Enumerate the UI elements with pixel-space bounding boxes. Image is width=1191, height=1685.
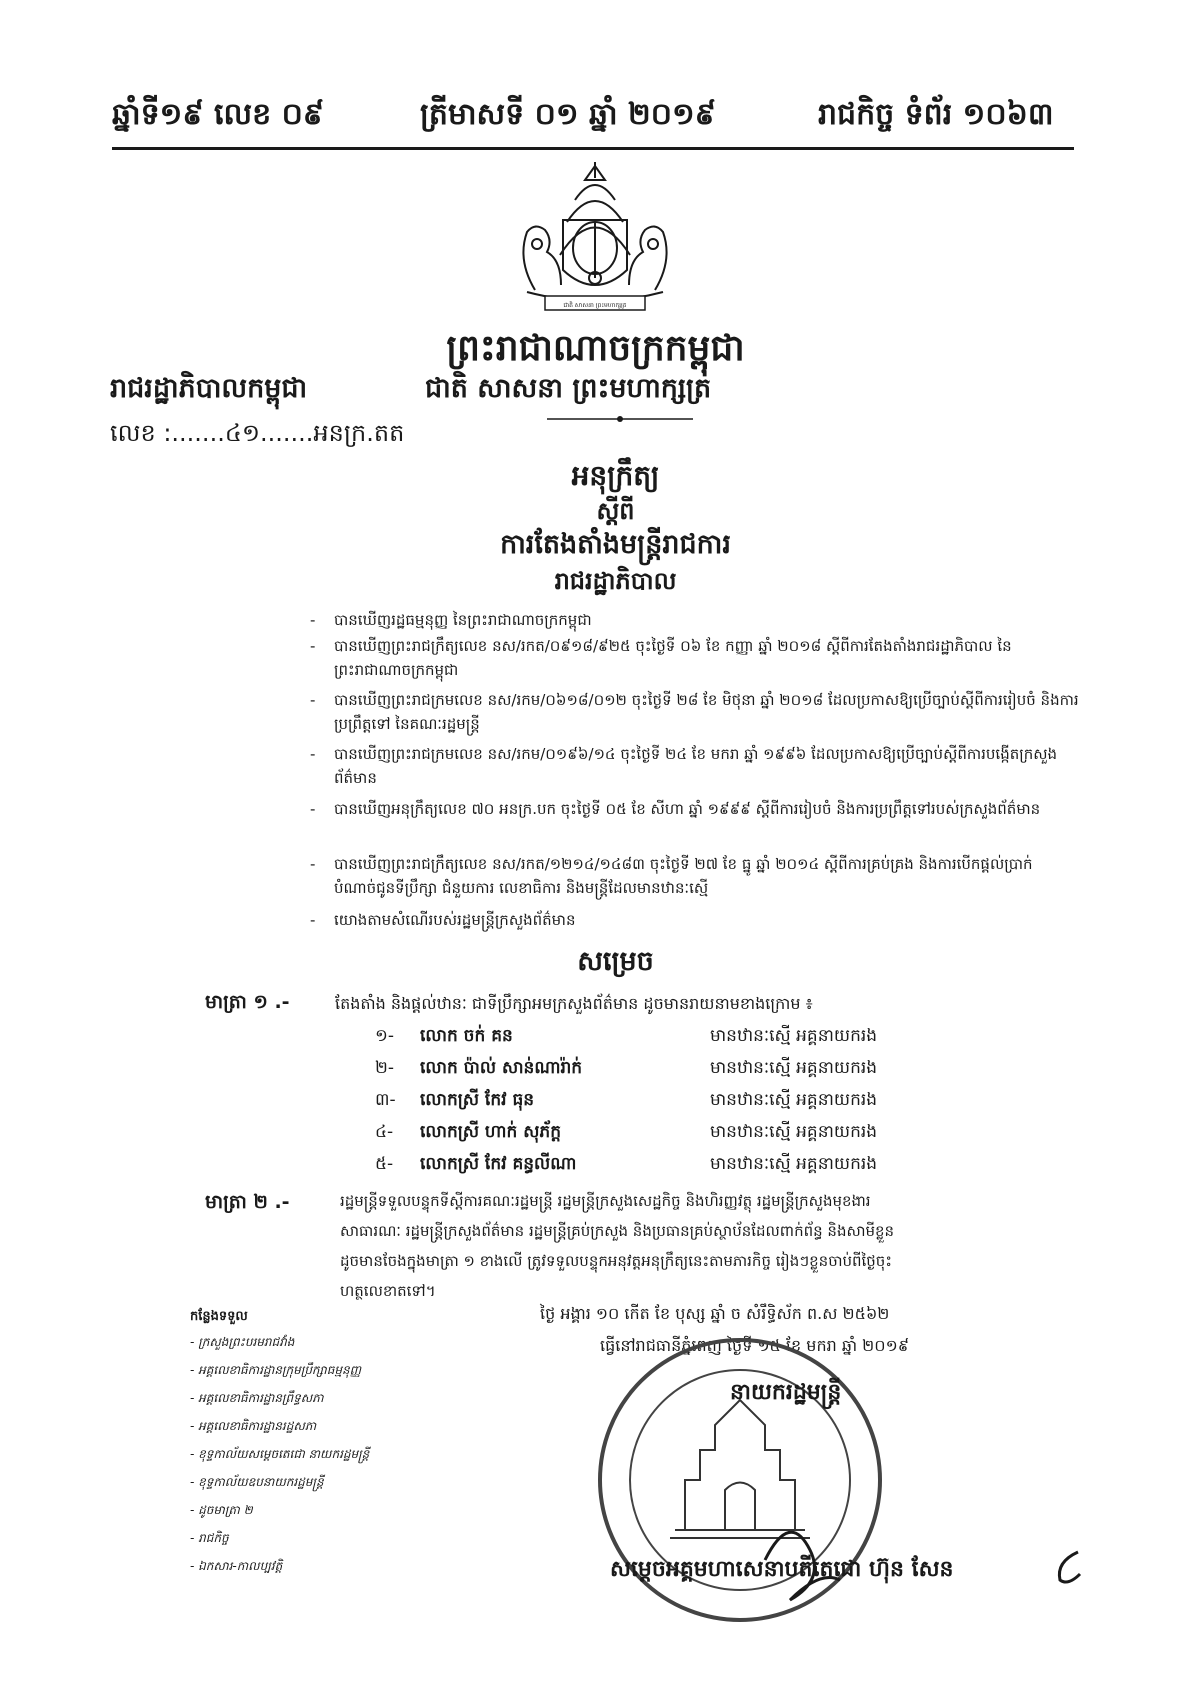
document-number: លេខ :.......៤១.......អនក្រ.តត [110,419,405,447]
solar-date: ធ្វើនៅរាជធានីភ្នំពេញ ថ្ងៃទី ១៥ ខែ មករា ឆ្នាំ ២០១៩ [600,1336,910,1355]
royal-coat-of-arms-emblem [505,160,685,318]
appointee-number: ១- [375,1026,395,1046]
article-2-line-4: ហត្ថលេខាតទៅ។ [340,1282,436,1300]
distribution-item: - អគ្គលេខាធិការដ្ឋានក្រុមប្រឹក្សាធម្មនុញ្ញ [190,1363,362,1377]
distribution-item: - ដូចមាត្រា ២ [190,1503,253,1517]
appointee-number: ៥- [375,1154,394,1174]
appointee-number: ៣- [375,1090,396,1110]
article-2-label: មាត្រា ២ .- [205,1191,290,1213]
lunar-date: ថ្ងៃ អង្គារ ១០ កើត ខែ បុស្ស ឆ្នាំ ច សំរឹទ្ធិស័ក ព.ស ២៥៦២ [540,1304,890,1323]
government-heading: រាជរដ្ឋាភិបាលកម្ពុជា [110,373,308,404]
article-1-text: តែងតាំង និងផ្តល់ឋានៈ ជាទីប្រឹក្សាអមក្រសួងព័ត៌មាន ដូចមានរាយនាមខាងក្រោម ៖ [335,994,813,1013]
article-1-label: មាត្រា ១ .- [205,991,290,1013]
signer-name: សម្តេចអគ្គមហាសេនាបតីតេជោ ហ៊ុន សែន [610,1557,954,1582]
signer-title: នាយករដ្ឋមន្ត្រី [730,1380,842,1405]
title-issuer: រាជរដ្ឋាភិបាល [554,567,677,595]
gazette-date: ត្រីមាសទី ០១ ឆ្នាំ ២០១៩ [420,97,716,132]
appointee-name: លោកស្រី កែវ ធុន [420,1090,535,1110]
distribution-item: - រាជកិច្ច [190,1531,229,1545]
appointee-name: លោកស្រី កែវ គន្ធលីណា [420,1154,577,1174]
article-2-line-1: រដ្ឋមន្ត្រីទទួលបន្ទុកទីស្តីការគណៈរដ្ឋមន្ត្រី រដ្ឋមន្ត្រីក្រសួងសេដ្ឋកិច្ច និងហិរញ្ញវត្ថុ រដ្ឋមន្ត្រីក្រសួងមុខងារ [340,1192,871,1210]
distribution-item: - ក្រសួងព្រះបរមរាជវាំង [190,1335,295,1349]
distribution-item: - ខុទ្ទកាល័យឧបនាយករដ្ឋមន្ត្រី [190,1475,324,1489]
appointee-number: ៤- [375,1122,394,1142]
header-rule [112,147,1074,150]
appointee-rank: មានឋានៈស្មើ អគ្គនាយករង [710,1090,878,1110]
distribution-item: - អគ្គលេខាធិការដ្ឋានរដ្ឋសភា [190,1419,317,1433]
article-2-line-2: សាធារណៈ រដ្ឋមន្ត្រីក្រសួងព័ត៌មាន រដ្ឋមន្ត្រីគ្រប់ក្រសួង និងប្រធានគ្រប់ស្ថាប័នដែលពាក់ព័ន្ធ និងសាមីខ្លួន [340,1222,895,1240]
appointee-rank: មានឋានៈស្មើ អគ្គនាយករង [710,1154,878,1174]
appointee-rank: មានឋានៈស្មើ អគ្គនាយករង [710,1122,878,1142]
distribution-item: - អគ្គលេខាធិការដ្ឋានព្រឹទ្ធសភា [190,1391,324,1405]
distribution-item: - ឯកសារ-កាលប្បវត្តិ [190,1559,283,1573]
title-on: ស្តីពី [596,497,635,525]
kingdom-heading: ព្រះរាជាណាចក្រកម្ពុជា [446,328,745,369]
distribution-item: - ខុទ្ទកាល័យសម្តេចតេជោ នាយករដ្ឋមន្ត្រី [190,1447,370,1461]
title-subject: ការតែងតាំងមន្ត្រីរាជការ [500,529,731,560]
ornamental-divider [545,412,695,426]
decision-heading: សម្រេច [577,946,654,977]
title-sub-decree: អនុក្រឹត្យ [571,459,660,492]
distribution-heading: កន្លែងទទួល [190,1309,248,1324]
appointee-rank: មានឋានៈស្មើ អគ្គនាយករង [710,1058,878,1078]
appointee-rank: មានឋានៈស្មើ អគ្គនាយករង [710,1026,878,1046]
gazette-page-number: រាជកិច្ច ទំព័រ ១០៦៣ [818,97,1054,132]
appointee-name: លោក ប៉ាល់ សាន់ណារ៉ាក់ [420,1058,583,1078]
handwritten-initial [1050,1548,1086,1588]
appointee-number: ២- [375,1058,395,1078]
appointee-name: លោកស្រី ហាក់ សុភ័ក្ត [420,1122,561,1142]
gazette-year-issue: ឆ្នាំទី១៩ លេខ ០៩ [112,97,325,132]
national-motto: ជាតិ សាសនា ព្រះមហាក្សត្រ [425,373,712,404]
emblem-motto-ribbon: ជាតិ សាសនា ព្រះមហាក្សត្រ [563,302,627,309]
appointee-name: លោក ចក់ គន [420,1026,513,1046]
article-2-line-3: ដូចមានចែងក្នុងមាត្រា ១ ខាងលើ ត្រូវទទួលបន្ទុកអនុវត្តអនុក្រឹត្យនេះតាមភារកិច្ច រៀងៗខ្លួនចាប់ពីថ្ងៃចុះ [340,1252,892,1270]
